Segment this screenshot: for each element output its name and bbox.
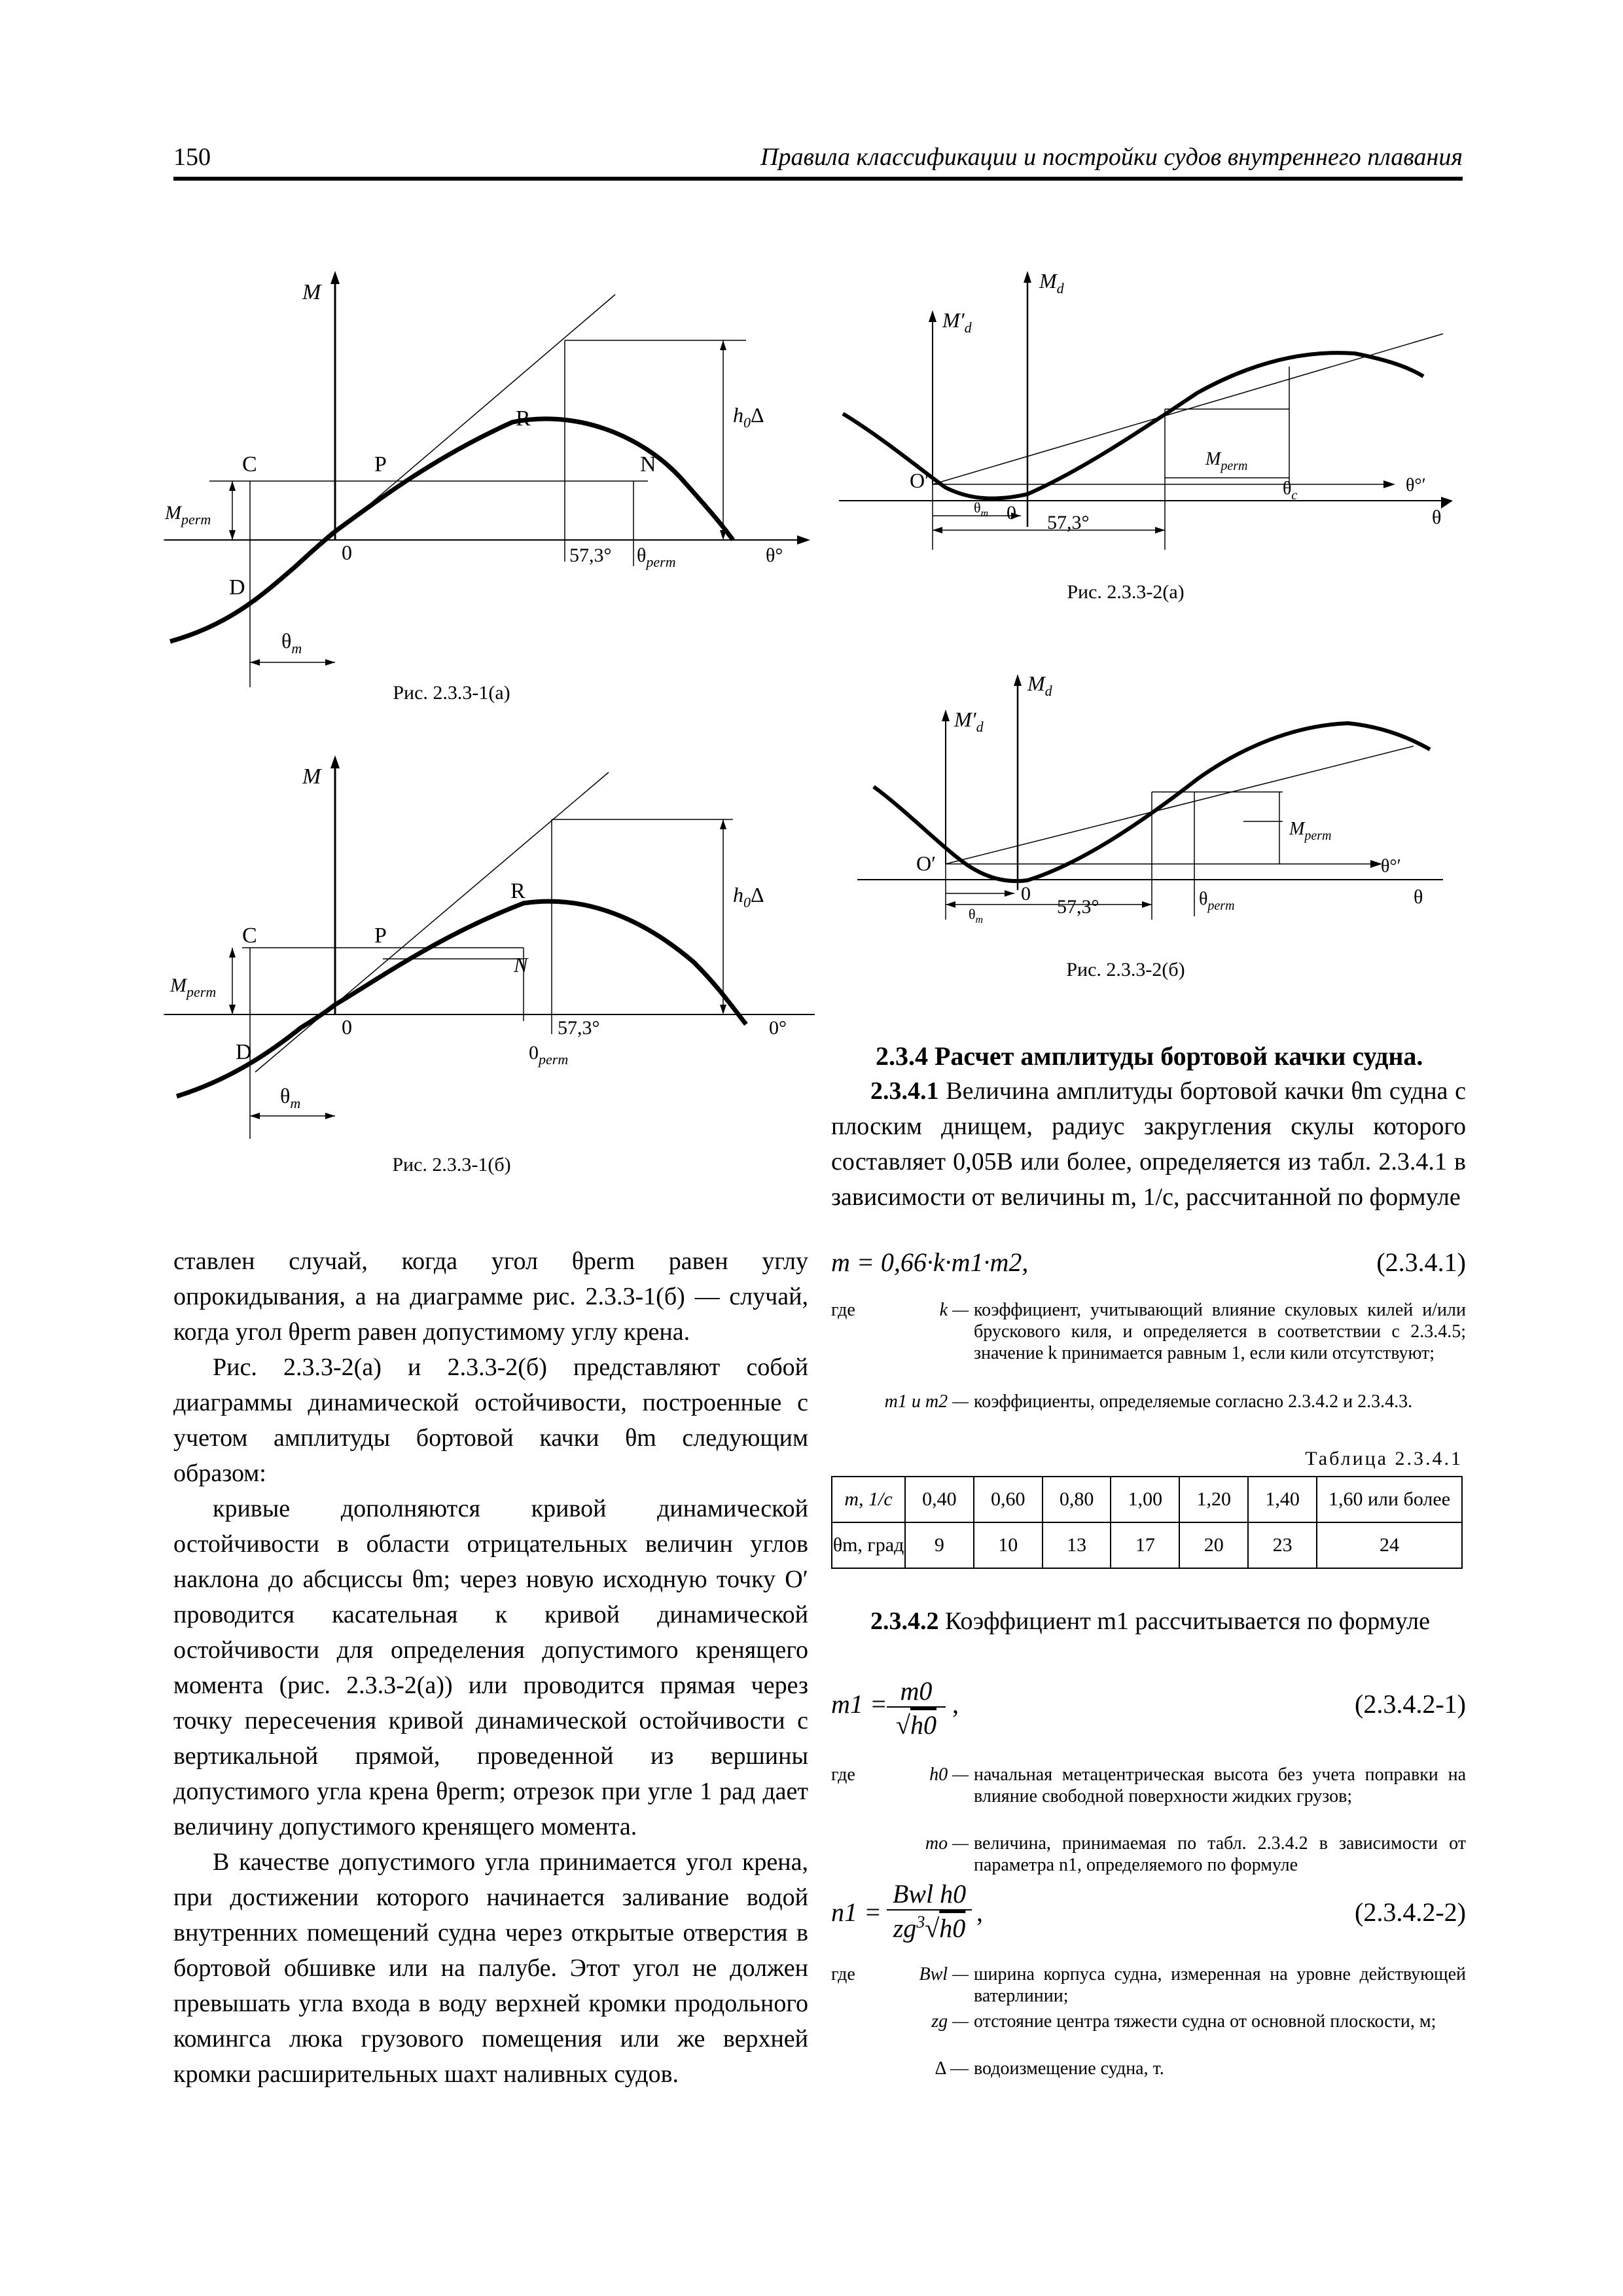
clause-number-2-3-4-1: 2.3.4.1 <box>870 1077 939 1105</box>
svg-text:C: C <box>242 452 257 476</box>
svg-text:D: D <box>236 1040 252 1064</box>
svg-text:θm: $\theta_m$ <box>974 499 989 519</box>
svg-text:Mperm: $M_{perm}$ <box>1289 819 1332 843</box>
svg-text:θ: θ <box>1432 507 1442 528</box>
svg-text:M′d: $M'_d$ <box>954 708 984 735</box>
svg-text:R: R <box>516 406 531 431</box>
svg-text:57,3°: 57,3° <box>558 1017 600 1039</box>
right-paragraph-1: 2.3.4.1 Величина амплитуды бортовой качки θm судна с плоским днищем, радиус закругления скулы которого составляет 0,05B или более, определяется из табл. 2.3.4.1 в зависимости от величины m, 1/с, рассчитанной по формуле <box>831 1077 1466 1211</box>
where-block-2: где h0 — начальная метацентрическая высота без учета поправки на влияние свободной поверхности жидких грузов; mo — величина, принимаемая по табл. 2.3.4.2 в зависимости от параметра n1, определяемого по формуле <box>831 1765 1466 1875</box>
right-paragraph-2: 2.3.4.2 Коэффициент m1 рассчитывается по формуле <box>870 1607 1430 1635</box>
svg-text:C: C <box>242 924 257 948</box>
svg-text:O′: O′ <box>910 469 930 492</box>
left-paragraph-1: ставлен случай, когда угол θperm равен углу опрокидывания, а на диаграмме рис. 2.3.3-1(б) — случай, когда угол θperm равен допустимому углу крена. <box>173 1247 808 1346</box>
figure-2-3-3-1a <box>157 262 812 668</box>
equation-2-3-4-2-2: n1 = Bwl h0 $zg^3√h0$ , (2.3.4.2-2) <box>831 1879 1466 1943</box>
svg-text:Md: $M_d$ <box>1027 672 1052 699</box>
svg-text:θm: $\theta_m$ <box>280 1084 301 1111</box>
svg-text:0: 0 <box>1007 502 1016 524</box>
equation-2-3-4-1: m = 0,66·k·m1·m2, (2.3.4.1) <box>831 1247 1466 1277</box>
left-paragraph-4: В качестве допустимого угла принимается угол крена, при достижении которого начинается заливание водой внутренних помещений судна через открытые отверстия в бортовой обшивке или на палубе. Этот угол не должен превышать угла входа в воду верхней кромки продольного комингса люка грузового помещения или же верхней кромки расширительных шахт наливных судов. <box>173 1848 808 2088</box>
caption-fig-2a: Рис. 2.3.3-2(а) <box>1067 581 1185 603</box>
svg-text:57,3°: 57,3° <box>1047 512 1090 533</box>
caption-fig-1a: Рис. 2.3.3-1(а) <box>393 682 510 704</box>
svg-text:h0Δ: $h_0\Delta$ <box>733 403 764 431</box>
svg-text:θ°′: θ°′ <box>1406 475 1426 495</box>
left-column <box>173 1244 808 2092</box>
svg-text:0perm: $0_{perm}$ <box>529 1042 569 1067</box>
svg-text:M: M <box>302 764 321 789</box>
svg-text:N: N <box>514 953 528 977</box>
svg-text:Mperm: $M_{perm}$ <box>170 975 217 1000</box>
svg-text:D: D <box>229 575 245 600</box>
left-paragraph-3: кривые дополняются кривой динамической остойчивости в области отрицательных величин углов наклона до абсциссы θm; через новую исходную точку O′ проводится касательная к кривой динамической остойчивости для определения допустимого кренящего момента (рис. 2.3.3-2(а)) или проводится прямая через точку пересечения кривой динамической остойчивости с вертикальной прямой, проведенной из вершины допустимого угла крена θperm; отрезок при угле 1 рад дает величину допустимого кренящего момента. <box>173 1495 808 1840</box>
svg-text:θ°′: θ°′ <box>1381 856 1401 876</box>
table-2-3-4-1 <box>831 1476 1463 1569</box>
svg-text:M: M <box>302 280 321 304</box>
table-row: θm, град 9 10 13 17 20 23 24 <box>832 1522 1462 1568</box>
table-row: m, 1/с 0,40 0,60 0,80 1,00 1,20 1,40 1,60 или более <box>832 1477 1462 1522</box>
svg-text:O′: O′ <box>916 852 936 875</box>
page-number: 150 <box>173 143 211 171</box>
svg-text:θ°: θ° <box>766 545 783 566</box>
figure-2-3-3-2a <box>831 262 1459 576</box>
svg-text:θm: $\theta_m$ <box>969 906 984 925</box>
section-heading: 2.3.4 Расчет амплитуды бортовой качки судна. <box>876 1041 1423 1071</box>
left-paragraph-2: Рис. 2.3.3-2(а) и 2.3.3-2(б) представляют собой диаграммы динамической остойчивости, построенные с учетом амплитуды бортовой качки θm следующим образом: <box>173 1354 808 1487</box>
svg-text:0: 0 <box>342 1015 352 1039</box>
clause-number-2-3-4-2: 2.3.4.2 <box>870 1607 939 1635</box>
svg-text:Mperm: $M_{perm}$ <box>165 502 211 528</box>
caption-fig-2b: Рис. 2.3.3-2(б) <box>1066 959 1185 980</box>
equation-2-3-4-2-1: m1 = m0 √h0 , (2.3.4.2-1) <box>831 1676 1466 1740</box>
svg-text:P: P <box>374 452 387 476</box>
svg-text:57,3°: 57,3° <box>1057 896 1099 918</box>
where-block-1: где k — коэффициент, учитывающий влияние скуловых килей и/или брускового киля, и определяется в соответствии с 2.3.4.5; значение k принимается равным 1, если кили отсутствуют; m1 и m2 — коэффициенты, определяемые согласно 2.3.4.2 и 2.3.4.3. <box>831 1300 1466 1412</box>
where-block-3: где Bwl — ширина корпуса судна, измеренная на уровне действующей ватерлинии; zg — отстояние центра тяжести судна от основной плоскости, м; Δ — водоизмещение судна, т. <box>831 1964 1466 2079</box>
figure-2-3-3-1b <box>157 746 812 1113</box>
svg-text:0°: 0° <box>769 1017 787 1039</box>
svg-text:M′d: $M'_d$ <box>942 308 972 336</box>
running-title: Правила классификации и постройки судов внутреннего плавания <box>760 143 1463 171</box>
table-caption: Таблица 2.3.4.1 <box>1305 1448 1463 1469</box>
svg-text:Mperm: $M_{perm}$ <box>1205 449 1248 473</box>
svg-text:θm: $\theta_m$ <box>281 629 302 656</box>
svg-text:θperm: $\theta_{perm}$ <box>1199 889 1235 913</box>
svg-text:Md: $M_d$ <box>1039 269 1064 296</box>
svg-text:57,3°: 57,3° <box>569 545 612 566</box>
svg-text:0: 0 <box>1021 883 1031 905</box>
svg-text:h0Δ: $h_0\Delta$ <box>733 883 764 910</box>
svg-text:θ: θ <box>1414 886 1423 908</box>
svg-text:0: 0 <box>342 541 352 564</box>
header-rule <box>173 177 1463 181</box>
svg-text:θperm: $\theta_{perm}$ <box>637 545 676 570</box>
svg-text:N: N <box>640 452 656 476</box>
svg-text:R: R <box>510 879 526 903</box>
caption-fig-1b: Рис. 2.3.3-1(б) <box>392 1154 511 1175</box>
svg-text:θc: $\theta_c$ <box>1283 478 1298 503</box>
svg-text:P: P <box>374 924 387 948</box>
figure-2-3-3-2b <box>831 668 1459 949</box>
